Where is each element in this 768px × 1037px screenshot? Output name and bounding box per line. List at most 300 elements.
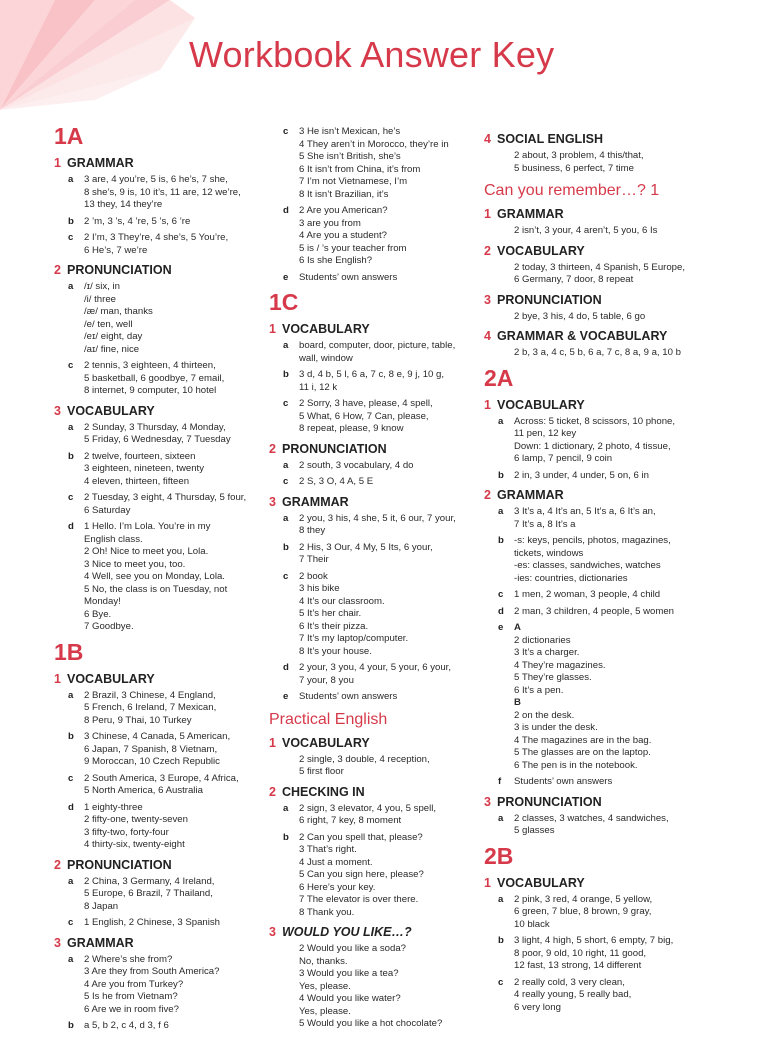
answer-item [269,754,477,779]
answer-text [84,360,264,398]
answer-line: 1 Hello. I’m Lola. You’re in my [84,521,211,532]
exercise-title: GRAMMAR [497,488,564,502]
answer-line: 5 glasses [514,825,555,836]
answer-line: 2 you, 3 his, 4 she, 5 it, 6 our, 7 your, [299,512,456,524]
answer-line: 5 What, 6 How, 7 Can, please, [299,410,429,422]
answer-item [269,205,477,268]
answer-line: 2 His, 3 Our, 4 My, 5 Its, 6 your, [299,541,433,553]
answer-text [299,460,477,473]
exercise-number: 2 [269,784,276,799]
answer-item [269,943,477,1031]
answer-line: 5 The glasses are on the laptop. [514,747,651,758]
answer-item [54,876,264,914]
answer-letter [484,150,514,175]
answer-line: 6 right, 7 key, 8 moment [299,815,402,826]
answer-line: 6 It’s a pen. [514,684,564,696]
answer-text [514,347,714,360]
answer-item [269,369,477,394]
exercise-heading [484,876,714,891]
answer-column-2 [269,126,477,1035]
answer-line: 2 about, 3 problem, 4 this/that, [514,150,644,161]
answer-letter: a [283,340,289,351]
answer-item [269,460,477,473]
exercise-title: GRAMMAR [282,494,349,509]
answer-line: No, thanks. [299,955,348,967]
answer-line: 2 Tuesday, 3 eight, 4 Thursday, 5 four, [84,492,247,503]
exercise-number: 2 [54,857,61,872]
answer-line: 8 Thank you. [299,906,355,918]
page-title: Workbook Answer Key [189,34,555,75]
answer-line: 4 They’re magazines. [514,659,606,671]
answer-line: 7 I’m not Vietnamese, I’m [299,176,408,187]
answer-line: 6 He’s, 7 we’re [84,244,148,256]
answer-letter: b [68,215,74,227]
answer-line: 2 S, 3 O, 4 A, 5 E [299,476,374,487]
answer-line: 8 internet, 9 computer, 10 hotel [84,385,217,396]
answer-line: 8 Japan [84,900,119,912]
answer-letter: c [498,589,504,600]
answer-letter: a [68,281,74,292]
answer-letter: c [283,126,289,137]
answer-text [514,622,714,772]
answer-line: 8 she’s, 9 is, 10 it’s, 11 are, 12 we’re, [84,186,241,198]
answer-item [269,571,477,659]
answer-text [514,535,714,585]
exercise-number: 1 [269,735,276,750]
answer-letter [484,311,514,324]
answer-letter: d [68,521,74,532]
answer-item [484,622,714,772]
answer-letter: a [68,689,74,701]
answer-text [299,126,477,201]
answer-item [269,126,477,201]
exercise-title: GRAMMAR & VOCABULARY [497,329,668,343]
exercise-number: 1 [54,156,61,170]
answer-line: /ɪ/ six, in [84,281,120,292]
answer-item [269,476,477,489]
answer-line: 2 I’m, 3 They’re, 4 she’s, 5 You’re, [84,232,229,243]
answer-line: 2 Where’s she from? [84,953,173,965]
answer-line: 6 Are we in room five? [84,1003,179,1015]
answer-line: 5 She isn’t British, she’s [299,151,401,162]
exercise-number: 3 [269,925,276,939]
answer-line: 8 repeat, please, 9 know [299,423,404,434]
answer-text [84,917,264,930]
answer-line: 2 really cold, 3 very clean, [514,976,625,988]
answer-item [484,535,714,585]
answer-letter: a [498,893,504,905]
answer-text [299,272,477,285]
exercise-title: GRAMMAR [497,207,564,221]
answer-text [84,521,264,634]
answer-line: 6 Germany, 7 door, 8 repeat [514,274,634,285]
answer-item [269,542,477,567]
answer-line: 2 man, 3 children, 4 people, 5 women [514,605,674,617]
answer-line: 2 dictionaries [514,634,571,646]
answer-text [84,690,264,728]
answer-item [484,506,714,531]
answer-item [54,360,264,398]
answer-line: 1 men, 2 woman, 3 people, 4 child [514,589,661,600]
answer-text [84,281,264,356]
exercise-heading [484,795,714,810]
answer-letter: a [283,512,289,524]
answer-line: 5 first floor [299,766,344,777]
answer-letter: b [498,535,504,546]
exercise-number: 4 [484,329,491,343]
answer-text [514,470,714,483]
answer-letter: a [68,875,74,887]
answer-text [84,876,264,914]
answer-letter: c [498,976,504,988]
answer-text [299,205,477,268]
answer-item [54,422,264,447]
answer-line: /aɪ/ fine, nice [84,343,140,355]
answer-text [84,773,264,798]
answer-letter: b [68,731,74,742]
exercise-title: VOCABULARY [67,671,155,686]
answer-text [514,506,714,531]
answer-text [514,894,714,932]
answer-line: 4 Would you like water? [299,993,401,1004]
answer-line: /eɪ/ eight, day [84,331,143,342]
section-heading: Can you remember…? 1 [484,182,660,199]
answer-line: 6 Japan, 7 Spanish, 8 Vietnam, [84,743,218,755]
answer-letter: d [283,205,289,216]
answer-item [269,662,477,687]
answer-letter: e [283,691,289,702]
answer-line: 8 poor, 9 old, 10 right, 11 good, [514,947,647,959]
exercise-heading [54,858,264,873]
answer-text [514,776,714,789]
answer-line: 9 Moroccan, 10 Czech Republic [84,756,220,767]
answer-line: 2 Can you spell that, please? [299,831,423,843]
answer-line: 11 i, 12 k [299,381,338,393]
exercise-number: 3 [54,403,61,418]
unit-heading: 2B [484,842,514,869]
answer-line: 6 Is she English? [299,255,373,266]
exercise-title: PRONUNCIATION [497,292,602,307]
exercise-title: VOCABULARY [497,243,585,258]
answer-item [269,340,477,365]
answer-letter [484,347,514,360]
answer-text [514,150,714,175]
answer-line: Students’ own answers [514,776,613,787]
answer-line: B [514,697,521,708]
answer-line: Monday! [84,596,121,607]
answer-item [54,492,264,517]
answer-item [54,174,264,212]
answer-letter: a [68,174,74,185]
exercise-title: GRAMMAR [67,156,134,170]
exercise-heading [484,207,714,222]
exercise-number: 4 [484,132,491,146]
answer-letter: b [68,1020,74,1031]
answer-letter: a [498,415,504,427]
answer-letter: b [498,469,504,481]
answer-item [484,225,714,238]
answer-line: 7 your, 8 you [299,674,354,686]
answer-line: 7 It’s a, 8 It’s a [514,518,576,530]
answer-line: 3 Chinese, 4 Canada, 5 American, [84,731,231,742]
answer-line: 5 Is he from Vietnam? [84,991,178,1002]
answer-letter: c [68,360,74,371]
answer-text [514,606,714,619]
answer-line: 2 isn’t, 3 your, 4 aren’t, 5 you, 6 Is [514,225,658,236]
answer-letter [484,262,514,287]
answer-line: 2 Oh! Nice to meet you, Lola. [84,546,209,557]
answer-line: 6 very long [514,1001,561,1013]
answer-line: 3 d, 4 b, 5 l, 6 a, 7 c, 8 e, 9 j, 10 g, [299,369,445,380]
exercise-number: 3 [54,935,61,950]
answer-letter: c [283,570,289,582]
answer-letter: e [283,271,289,283]
answer-item [54,281,264,356]
answer-line: 2 single, 3 double, 4 reception, [299,753,430,765]
answer-line: 2 China, 3 Germany, 4 Ireland, [84,875,215,887]
answer-text [84,174,264,212]
answer-text [84,802,264,852]
answer-text [84,422,264,447]
answer-letter: a [283,459,289,471]
answer-line: 4 eleven, thirteen, fifteen [84,475,190,487]
answer-item [484,977,714,1015]
answer-letter: a [283,802,289,814]
answer-text [514,225,714,238]
answer-line: 2 your, 3 you, 4 your, 5 your, 6 your, [299,662,451,673]
exercise-heading [54,936,264,951]
answer-line: 4 Well, see you on Monday, Lola. [84,571,225,582]
answer-line: 2 bye, 3 his, 4 do, 5 table, 6 go [514,310,646,322]
answer-line: 6 The pen is in the notebook. [514,759,638,771]
answer-text [514,416,714,466]
answer-line: 2 South America, 3 Europe, 4 Africa, [84,772,239,784]
answer-letter: b [283,831,289,843]
answer-item [484,150,714,175]
answer-item [54,802,264,852]
unit-heading: 2A [484,364,514,391]
answer-line: 1 eighty-three [84,801,143,813]
exercise-number: 1 [484,875,491,890]
answer-letter: c [283,476,289,487]
answer-item [484,311,714,324]
exercise-number: 1 [484,397,491,412]
exercise-number: 1 [54,671,61,686]
answer-text [299,943,477,1031]
answer-letter: c [68,232,74,243]
answer-item [269,398,477,436]
answer-text [299,369,477,394]
exercise-heading [269,322,477,337]
answer-line: 3 light, 4 high, 5 short, 6 empty, 7 big, [514,935,674,946]
answer-line: Students’ own answers [299,271,398,283]
answer-line: 4 They aren’t in Morocco, they’re in [299,138,449,150]
answer-line: 10 black [514,918,550,930]
answer-line: 4 thirty-six, twenty-eight [84,839,185,850]
answer-text [84,492,264,517]
exercise-title: SOCIAL ENGLISH [497,132,604,146]
unit-heading: 1C [269,289,299,315]
answer-letter: b [498,935,504,946]
answer-item [54,451,264,489]
exercise-title: WOULD YOU LIKE…? [282,925,412,939]
answer-line: 3 his bike [299,583,340,594]
answer-item [484,416,714,466]
answer-line: 4 Just a moment. [299,856,373,868]
exercise-heading [484,398,714,413]
answer-item [54,773,264,798]
answer-text [299,662,477,687]
answer-column-1 [54,122,264,1037]
answer-letter: d [283,662,289,673]
answer-text [299,542,477,567]
answer-item [269,803,477,828]
answer-line: Students’ own answers [299,691,398,702]
answer-item [269,832,477,920]
answer-item [54,1020,264,1033]
answer-text [299,803,477,828]
answer-letter: d [498,605,504,617]
answer-line: 8 they [299,525,326,536]
answer-item [484,935,714,973]
answer-letter: a [68,421,74,433]
answer-item [484,606,714,619]
answer-line: /i/ three [84,293,116,305]
answer-line: 3 That’s right. [299,844,357,855]
exercise-heading [484,293,714,308]
answer-item [484,262,714,287]
exercise-heading [54,672,264,687]
answer-line: a 5, b 2, c 4, d 3, f 6 [84,1020,169,1031]
answer-line: 5 is / ’s your teacher from [299,242,407,254]
exercise-title: CHECKING IN [282,784,365,799]
answer-line: 2 south, 3 vocabulary, 4 do [299,459,414,471]
answer-line: 2 Sorry, 3 have, please, 4 spell, [299,398,433,409]
answer-text [514,977,714,1015]
answer-letter: e [498,622,504,633]
answer-line: 5 Friday, 6 Wednesday, 7 Tuesday [84,434,231,445]
answer-line: 3 It’s a, 4 It’s an, 5 It’s a, 6 It’s an, [514,506,656,517]
answer-item [484,470,714,483]
answer-line: 12 fast, 13 strong, 14 different [514,960,642,971]
answer-line: -ies: countries, dictionaries [514,572,628,584]
answer-letter [269,943,299,1031]
exercise-heading [54,156,264,171]
answer-text [84,1020,264,1033]
exercise-heading [54,263,264,278]
answer-text [84,451,264,489]
answer-line: 2 on the desk. [514,709,575,721]
answer-line: 3 Would you like a tea? [299,968,399,979]
answer-line: 2 today, 3 thirteen, 4 Spanish, 5 Europe, [514,261,686,273]
answer-text [299,754,477,779]
section-heading: Practical English [269,710,388,728]
answer-line: 7 Their [299,554,329,565]
answer-text [514,262,714,287]
answer-line: 3 eighteen, nineteen, twenty [84,463,205,474]
exercise-number: 2 [269,441,276,456]
exercise-heading [484,329,714,344]
answer-line: 2 Would you like a soda? [299,943,407,954]
exercise-number: 1 [484,207,491,221]
answer-letter: c [68,917,74,928]
answer-line: 5 No, the class is on Tuesday, not [84,583,228,595]
answer-line: 6 It isn’t from China, it’s from [299,163,421,175]
answer-item [484,894,714,932]
answer-text [299,513,477,538]
answer-line: 5 They’re glasses. [514,672,592,683]
answer-letter: c [68,492,74,503]
answer-text [514,589,714,602]
answer-line: 6 Bye. [84,608,112,620]
answer-line: 8 It’s your house. [299,645,372,657]
exercise-title: VOCABULARY [497,397,585,412]
answer-line: A [514,622,521,633]
answer-text [299,398,477,436]
answer-letter: f [498,776,502,787]
exercise-title: GRAMMAR [67,935,134,950]
answer-line: 3 fifty-two, forty-four [84,826,169,838]
answer-text [299,832,477,920]
answer-column-3 [484,126,714,1018]
answer-text [514,311,714,324]
answer-line: 2 Brazil, 3 Chinese, 4 England, [84,689,216,701]
answer-line: 2 book [299,570,328,582]
answer-line: 2 b, 3 a, 4 c, 5 b, 6 a, 7 c, 8 a, 9 a, 10 b [514,347,681,358]
answer-item [54,521,264,634]
answer-line: 3 It’s a charger. [514,647,580,658]
answer-text [84,216,264,229]
answer-item [269,691,477,704]
answer-line: Yes, please. [299,1005,351,1017]
answer-line: 7 Goodbye. [84,621,134,632]
answer-text [84,232,264,257]
answer-letter [484,225,514,238]
answer-line: 1 English, 2 Chinese, 3 Spanish [84,917,220,928]
answer-line: wall, window [299,352,353,364]
answer-line: 6 It’s their pizza. [299,620,369,632]
answer-line: 5 business, 6 perfect, 7 time [514,162,634,174]
answer-item [484,347,714,360]
exercise-title: VOCABULARY [67,403,155,418]
answer-text [299,476,477,489]
answer-letter: c [283,398,289,409]
answer-line: 2 in, 3 under, 4 under, 5 on, 6 in [514,469,649,481]
exercise-heading [269,925,477,940]
answer-letter: b [283,541,289,553]
answer-line: English class. [84,533,143,545]
exercise-number: 3 [484,292,491,307]
answer-text [84,731,264,769]
answer-line: 3 are you from [299,217,361,229]
answer-text [84,954,264,1017]
exercise-heading [269,785,477,800]
answer-line: -s: keys, pencils, photos, magazines, [514,535,671,546]
answer-line: 2 Are you American? [299,205,388,216]
answer-item [484,589,714,602]
answer-line: 13 they, 14 they’re [84,199,163,210]
answer-line: board, computer, door, picture, table, [299,340,456,351]
exercise-number: 3 [269,494,276,509]
answer-line: 6 lamp, 7 pencil, 9 coin [514,453,613,464]
answer-line: 4 It’s our classroom. [299,595,385,607]
answer-item [54,232,264,257]
answer-letter: a [498,506,504,517]
answer-item [54,690,264,728]
exercise-heading [54,404,264,419]
answer-line: 8 It isn’t Brazilian, it’s [299,188,389,200]
answer-line: /e/ ten, well [84,318,133,330]
